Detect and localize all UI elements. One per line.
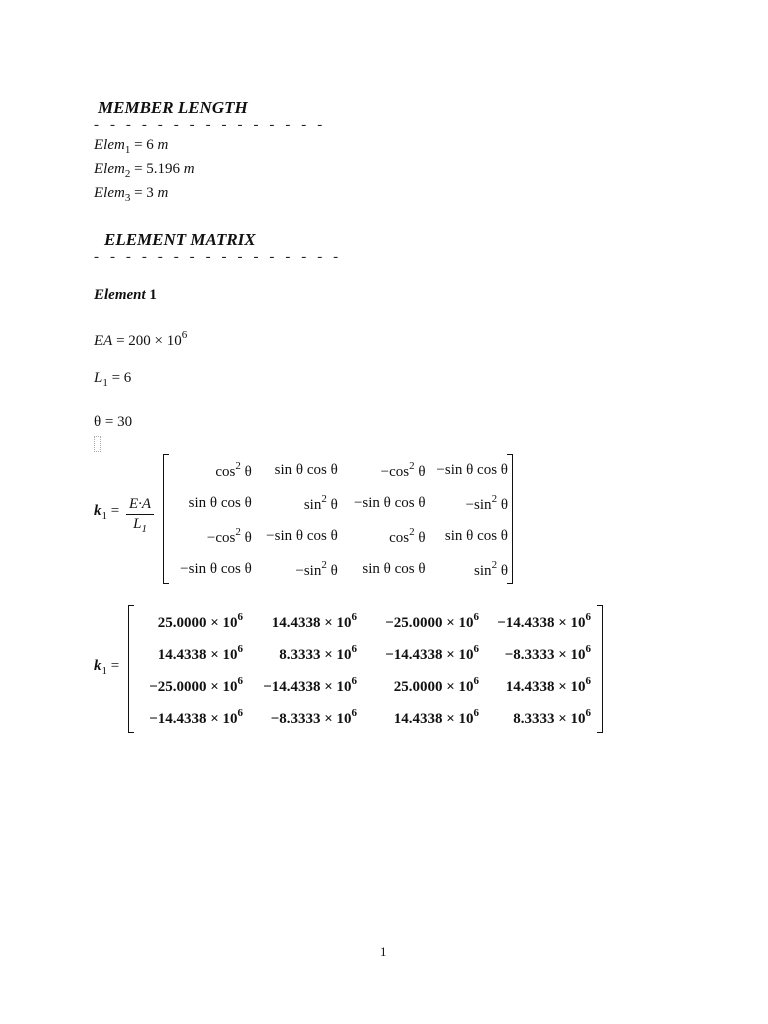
element-matrix-heading: ELEMENT MATRIX xyxy=(104,230,256,249)
symbolic-cell: $\sin^2 \theta$ xyxy=(303,493,338,513)
elem-unit: m xyxy=(183,161,195,177)
numeric-cell: $14.4338 \times 10^6$ xyxy=(393,706,479,727)
k-var: k xyxy=(94,503,102,519)
element-matrix-underline: - - - - - - - - - - - - - - - - xyxy=(94,249,342,265)
symbolic-row xyxy=(168,487,512,520)
k-eq: = xyxy=(110,658,120,674)
symbolic-cell: $\cos^2 \theta$ xyxy=(389,526,426,546)
numeric-cell: $-25.0000 \times 10^6$ xyxy=(385,610,479,631)
numeric-cell: $8.3333 \times 10^6$ xyxy=(513,706,591,727)
symbolic-cell: −sin θ cos θ xyxy=(180,561,252,577)
symbolic-cell: $-\sin^2$ θ xyxy=(295,559,338,579)
elem-sub: 2 xyxy=(124,168,131,180)
symbolic-row xyxy=(168,454,512,487)
numeric-cell: $14.4338 \times 10^6$ xyxy=(505,674,591,695)
symbolic-cell: sin θ cos θ xyxy=(444,528,508,544)
numeric-cell: $25.0000 \times 10^6$ xyxy=(157,610,243,631)
numeric-cell: $-8.3333 \times 10^6$ xyxy=(504,642,591,663)
theta-line: θ = 30 xyxy=(94,414,133,430)
symbolic-cell: $-\cos^2$ θ xyxy=(380,460,426,480)
elem-name: Elem xyxy=(94,185,125,201)
elem-sub: 3 xyxy=(124,192,131,204)
length-lhs: L xyxy=(94,370,103,386)
k-eq: = xyxy=(110,503,120,519)
ea-over-l-fraction xyxy=(126,496,154,535)
symbolic-cell: sin θ cos θ xyxy=(274,462,338,478)
numeric-row xyxy=(133,701,595,733)
symbolic-row xyxy=(168,553,512,586)
numeric-cell: $-25.0000 \times 10^6$ xyxy=(149,674,243,695)
element-number: 1 xyxy=(149,287,157,303)
length-sub: 1 xyxy=(102,377,108,389)
numeric-cell: $14.4338 \times 10^6$ xyxy=(271,610,357,631)
ea-rhs: = 200 × 10 xyxy=(116,333,182,349)
symbolic-cell: $-\sin^2$ θ xyxy=(465,493,508,513)
symbolic-cell: −sin θ cos θ xyxy=(436,462,508,478)
numeric-cell: $-14.4338 \times 10^6$ xyxy=(385,642,479,663)
numeric-cell: $25.0000 \times 10^6$ xyxy=(393,674,479,695)
numeric-matrix xyxy=(128,605,603,733)
elem-3-line xyxy=(94,185,168,204)
symbolic-cell: sin θ cos θ xyxy=(188,495,252,511)
numeric-cell: $-14.4338 \times 10^6$ xyxy=(263,674,357,695)
placeholder-marker xyxy=(94,436,101,452)
symbolic-cell: $-\cos^2$ θ xyxy=(206,526,252,546)
symbolic-cell: $\sin^2 \theta$ xyxy=(474,559,508,579)
elem-name: Elem xyxy=(94,137,125,153)
elem-value: = 6 xyxy=(134,137,154,153)
symbolic-matrix-table xyxy=(168,454,512,586)
numeric-cell: $-8.3333 \times 10^6$ xyxy=(270,706,357,727)
numeric-cell: $8.3333 \times 10^6$ xyxy=(279,642,357,663)
symbolic-row xyxy=(168,520,512,553)
length-rhs: = 6 xyxy=(111,370,132,386)
elem-unit: m xyxy=(157,137,169,153)
element-1-label xyxy=(94,287,157,304)
numeric-cell: $-14.4338 \times 10^6$ xyxy=(149,706,243,727)
elem-value: = 5.196 xyxy=(134,161,181,177)
member-length-heading: MEMBER LENGTH xyxy=(98,98,248,117)
k1-numeric-lhs xyxy=(94,658,119,677)
member-length-underline: - - - - - - - - - - - - - - - xyxy=(94,117,326,133)
numeric-row xyxy=(133,605,595,637)
ea-lhs: EA xyxy=(94,333,113,349)
elem-2-line xyxy=(94,161,195,180)
k-var: k xyxy=(94,658,102,674)
symbolic-matrix xyxy=(163,454,513,584)
elem-unit: m xyxy=(157,185,169,201)
fraction-denominator: $L_1$ xyxy=(133,516,147,535)
ea-exp: 6 xyxy=(181,329,188,341)
symbolic-cell: −sin θ cos θ xyxy=(266,528,338,544)
ea-line xyxy=(94,329,187,350)
length-line xyxy=(94,370,131,389)
elem-sub: 1 xyxy=(124,144,131,156)
numeric-matrix-table xyxy=(133,605,595,733)
fraction-numerator: E·A xyxy=(126,496,154,515)
numeric-cell: $-14.4338 \times 10^6$ xyxy=(497,610,591,631)
numeric-cell: $14.4338 \times 10^6$ xyxy=(157,642,243,663)
k-sub: 1 xyxy=(101,510,107,522)
element-label: Element xyxy=(94,287,146,303)
symbolic-cell: $\cos^2 \theta$ xyxy=(215,460,252,480)
numeric-row xyxy=(133,637,595,669)
k-sub: 1 xyxy=(101,665,107,677)
elem-1-line xyxy=(94,137,168,156)
numeric-row xyxy=(133,669,595,701)
symbolic-cell: −sin θ cos θ xyxy=(353,495,426,511)
k1-symbolic-lhs xyxy=(94,503,119,522)
elem-value: = 3 xyxy=(134,185,154,201)
page-number: 1 xyxy=(380,944,387,959)
elem-name: Elem xyxy=(94,161,125,177)
symbolic-cell: sin θ cos θ xyxy=(362,561,426,577)
